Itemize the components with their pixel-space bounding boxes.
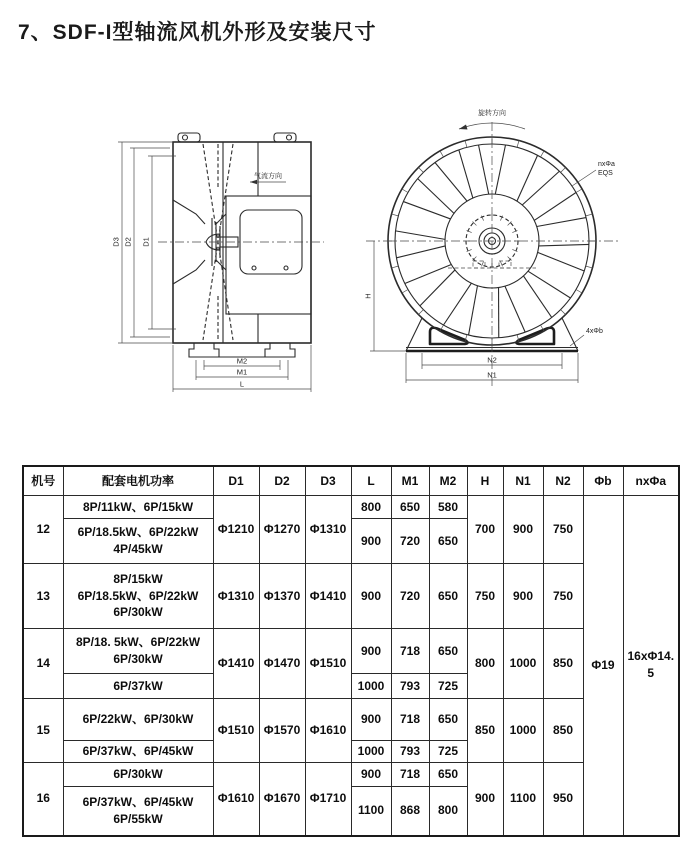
table-cell: 650 <box>391 496 429 519</box>
table-cell: Φ1410 <box>305 564 351 629</box>
table-cell: 718 <box>391 629 429 674</box>
table-cell: 1100 <box>351 787 391 836</box>
col-header-l: L <box>351 466 391 496</box>
table-cell: 900 <box>351 763 391 787</box>
table-cell: 650 <box>429 763 467 787</box>
col-header-motor: 配套电机功率 <box>63 466 213 496</box>
table-cell: 750 <box>543 496 583 564</box>
dim-label-n2: N2 <box>487 355 497 365</box>
table-cell: 14 <box>23 629 63 699</box>
col-header-n2: N2 <box>543 466 583 496</box>
table-cell: 950 <box>543 763 583 836</box>
side-view-drawing <box>108 108 366 408</box>
rotation-arrow-icon <box>459 125 468 130</box>
table-cell: Φ1670 <box>259 763 305 836</box>
table-cell: 650 <box>429 564 467 629</box>
table-cell: 8P/15kW 6P/18.5kW、6P/22kW 6P/30kW <box>63 564 213 629</box>
flange-holes-label-line2: EQS <box>598 170 613 177</box>
table-cell: 16xΦ14. 5 <box>623 496 679 836</box>
table-cell: Φ1410 <box>213 629 259 699</box>
table-cell: 900 <box>351 519 391 564</box>
table-cell: 725 <box>429 674 467 699</box>
table-cell: 718 <box>391 699 429 741</box>
table-cell: 6P/37kW、6P/45kW <box>63 741 213 763</box>
table-cell: 580 <box>429 496 467 519</box>
dimension-spec-table <box>22 465 680 837</box>
table-cell: 750 <box>467 564 503 629</box>
table-cell: Φ1510 <box>305 629 351 699</box>
table-cell: 6P/37kW、6P/45kW 6P/55kW <box>63 787 213 836</box>
table-cell: 900 <box>503 496 543 564</box>
col-header-model: 机号 <box>23 466 63 496</box>
table-cell: 1000 <box>351 741 391 763</box>
table-cell: 900 <box>351 564 391 629</box>
table-cell: Φ19 <box>583 496 623 836</box>
col-header-phib: Φb <box>583 466 623 496</box>
table-cell: 650 <box>429 519 467 564</box>
flange-holes-label-line1: nxΦa <box>598 161 615 168</box>
front-view-drawing <box>362 104 647 404</box>
page-title: 7、SDF-I型轴流风机外形及安装尺寸 <box>18 21 377 44</box>
table-cell: 15 <box>23 699 63 763</box>
table-cell: 12 <box>23 496 63 564</box>
dim-label-l: L <box>239 379 245 389</box>
table-cell: Φ1570 <box>259 699 305 763</box>
col-header-d3: D3 <box>305 466 351 496</box>
base-holes-callout <box>570 328 603 346</box>
table-cell: Φ1510 <box>213 699 259 763</box>
table-cell: Φ1310 <box>305 496 351 564</box>
table-cell: 650 <box>429 699 467 741</box>
col-header-nphia: nxΦa <box>623 466 679 496</box>
col-header-h: H <box>467 466 503 496</box>
table-cell: 1000 <box>351 674 391 699</box>
dim-label-n1: N1 <box>487 370 497 380</box>
airflow-direction <box>250 171 286 184</box>
table-cell: 793 <box>391 741 429 763</box>
table-cell: Φ1470 <box>259 629 305 699</box>
table-row <box>23 564 679 629</box>
col-header-m2: M2 <box>429 466 467 496</box>
base-feet <box>189 343 295 357</box>
table-cell: 900 <box>467 763 503 836</box>
table-cell: Φ1610 <box>213 763 259 836</box>
table-cell: 800 <box>429 787 467 836</box>
table-cell: 718 <box>391 763 429 787</box>
table-cell: 868 <box>391 787 429 836</box>
table-cell: 8P/11kW、6P/15kW <box>63 496 213 519</box>
fan-casing-outline <box>173 142 311 343</box>
table-cell: Φ1610 <box>305 699 351 763</box>
dim-label-d2: D2 <box>123 237 133 247</box>
table-cell: 720 <box>391 564 429 629</box>
table-cell: Φ1710 <box>305 763 351 836</box>
table-cell: 700 <box>467 496 503 564</box>
table-cell: 6P/30kW <box>63 763 213 787</box>
table-cell: 13 <box>23 564 63 629</box>
airflow-direction-label: 气流方向 <box>254 173 282 180</box>
table-cell: 720 <box>391 519 429 564</box>
dim-label-d1: D1 <box>141 237 151 247</box>
table-cell: 900 <box>351 629 391 674</box>
col-header-n1: N1 <box>503 466 543 496</box>
dim-label-d3: D3 <box>111 237 121 247</box>
table-row <box>23 763 679 787</box>
table-row <box>23 496 679 519</box>
table-row <box>23 629 679 674</box>
table-cell: 850 <box>467 699 503 763</box>
rotation-direction-label: 旋转方向 <box>478 110 506 117</box>
table-cell: 850 <box>543 699 583 763</box>
table-header-row <box>23 466 679 496</box>
table-cell: 6P/37kW <box>63 674 213 699</box>
table-cell: 725 <box>429 741 467 763</box>
table-cell: 1000 <box>503 699 543 763</box>
col-header-d2: D2 <box>259 466 305 496</box>
table-cell: 800 <box>351 496 391 519</box>
table-cell: 793 <box>391 674 429 699</box>
dim-label-h: H <box>363 293 373 299</box>
table-cell: 6P/18.5kW、6P/22kW 4P/45kW <box>63 519 213 564</box>
col-header-m1: M1 <box>391 466 429 496</box>
motor-support-box <box>226 196 311 314</box>
table-cell: 750 <box>543 564 583 629</box>
airflow-arrow-icon <box>250 180 257 184</box>
table-cell: Φ1370 <box>259 564 305 629</box>
table-cell: 900 <box>503 564 543 629</box>
table-cell: Φ1210 <box>213 496 259 564</box>
table-row <box>23 699 679 741</box>
col-header-d1: D1 <box>213 466 259 496</box>
table-cell: 900 <box>351 699 391 741</box>
height-dimension <box>370 241 406 351</box>
table-cell: 650 <box>429 629 467 674</box>
table-cell: 800 <box>467 629 503 699</box>
lifting-lugs <box>178 133 296 142</box>
table-cell: 6P/22kW、6P/30kW <box>63 699 213 741</box>
table-cell: 1000 <box>503 629 543 699</box>
table-cell: Φ1310 <box>213 564 259 629</box>
table-cell: 850 <box>543 629 583 699</box>
table-cell: Φ1270 <box>259 496 305 564</box>
table-cell: 8P/18. 5kW、6P/22kW 6P/30kW <box>63 629 213 674</box>
table-cell: 1100 <box>503 763 543 836</box>
table-cell: 16 <box>23 763 63 836</box>
base-holes-label: 4xΦb <box>586 328 603 335</box>
dim-label-m1: M1 <box>236 367 248 377</box>
dim-label-m2: M2 <box>236 356 248 366</box>
